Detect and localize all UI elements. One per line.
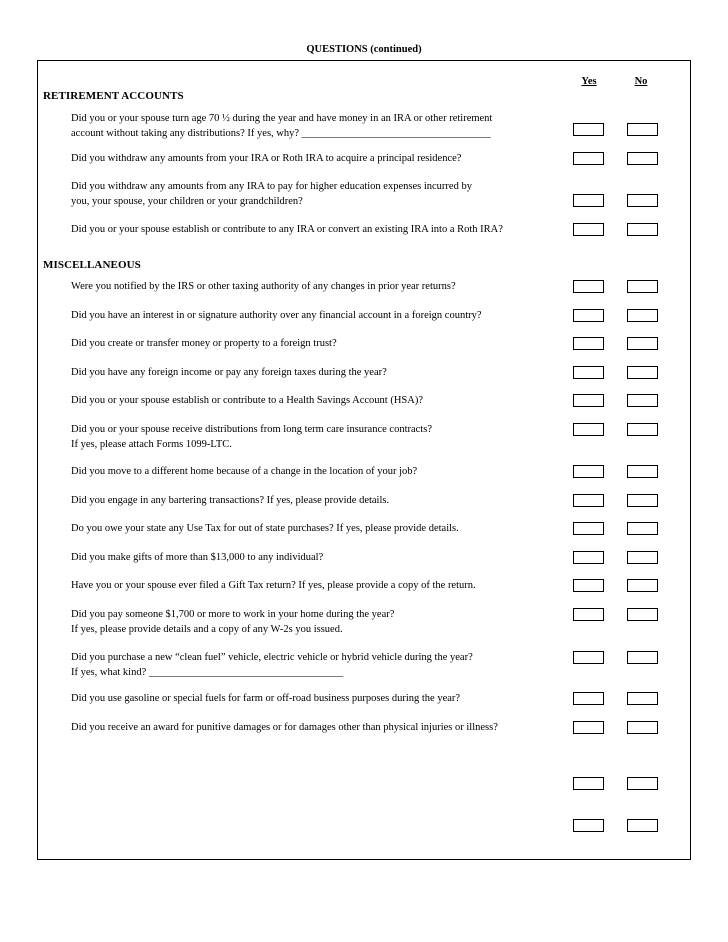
question-punitive-damages <box>71 720 571 735</box>
question-roth-conversion <box>71 222 571 237</box>
question-hsa <box>71 393 571 408</box>
question-line: Did you engage in any bartering transactions? If yes, please provide details. <box>71 495 390 506</box>
yes-checkbox-q6[interactable] <box>573 309 604 322</box>
question-bartering <box>71 493 571 508</box>
no-column-header: No <box>634 76 648 87</box>
yes-checkbox-q9[interactable] <box>573 394 604 407</box>
yes-checkbox-q14[interactable] <box>573 551 604 564</box>
question-line: Did you pay someone $1,700 or more to work in your home during the year? <box>71 609 395 620</box>
yes-checkbox-q15[interactable] <box>573 579 604 592</box>
question-line: Did you receive an award for punitive damages or for damages other than physical injuries or illness? <box>71 722 498 733</box>
section-miscellaneous: MISCELLANEOUS <box>43 259 141 271</box>
no-checkbox-q2[interactable] <box>627 152 658 165</box>
question-special-fuels <box>71 691 571 706</box>
page-title: QUESTIONS (continued) <box>306 44 422 55</box>
yes-column-header: Yes <box>581 76 597 87</box>
question-irs-notification <box>71 279 571 294</box>
no-checkbox-q10[interactable] <box>627 423 658 436</box>
question-line: If yes, please attach Forms 1099-LTC. <box>71 439 232 450</box>
no-checkbox-q3[interactable] <box>627 194 658 207</box>
question-line: Did you or your spouse turn age 70 ½ during the year and have money in an IRA or other retirement <box>71 113 493 124</box>
no-checkbox-q5[interactable] <box>627 280 658 293</box>
question-line: Did you withdraw any amounts from your IRA or Roth IRA to acquire a principal residence? <box>71 153 462 164</box>
question-use-tax <box>71 521 571 536</box>
no-checkbox-q15[interactable] <box>627 579 658 592</box>
no-checkbox-q9[interactable] <box>627 394 658 407</box>
question-line: Did you or your spouse receive distributions from long term care insurance contracts? <box>71 424 432 435</box>
yes-checkbox-q18[interactable] <box>573 692 604 705</box>
question-clean-fuel-vehicle <box>71 650 571 680</box>
yes-checkbox-q1[interactable] <box>573 123 604 136</box>
question-foreign-account <box>71 308 571 323</box>
question-gift-tax-return <box>71 578 571 593</box>
question-line: Did you make gifts of more than $13,000 to any individual? <box>71 552 324 563</box>
no-checkbox-q12[interactable] <box>627 494 658 507</box>
question-line: account without taking any distributions? If yes, why? ____________________________________ <box>71 128 491 139</box>
no-checkbox-q18[interactable] <box>627 692 658 705</box>
no-checkbox-q17[interactable] <box>627 651 658 664</box>
yes-checkbox-q8[interactable] <box>573 366 604 379</box>
yes-checkbox-q19[interactable] <box>573 721 604 734</box>
yes-checkbox-q2[interactable] <box>573 152 604 165</box>
question-line: Did you purchase a new “clean fuel” vehicle, electric vehicle or hybrid vehicle during the year? <box>71 652 473 663</box>
question-line: Did you withdraw any amounts from any IRA to pay for higher education expenses incurred by <box>71 181 472 192</box>
yes-checkbox-q11[interactable] <box>573 465 604 478</box>
no-checkbox-q14[interactable] <box>627 551 658 564</box>
no-checkbox-blank-1[interactable] <box>627 777 658 790</box>
yes-checkbox-blank-1[interactable] <box>573 777 604 790</box>
question-household-employee <box>71 607 571 637</box>
no-checkbox-q4[interactable] <box>627 223 658 236</box>
question-line: Did you have any foreign income or pay any foreign taxes during the year? <box>71 367 387 378</box>
question-line: you, your spouse, your children or your grandchildren? <box>71 196 303 207</box>
question-line: Did you create or transfer money or property to a foreign trust? <box>71 338 337 349</box>
question-gifts <box>71 550 571 565</box>
yes-checkbox-q7[interactable] <box>573 337 604 350</box>
yes-checkbox-blank-2[interactable] <box>573 819 604 832</box>
yes-checkbox-q13[interactable] <box>573 522 604 535</box>
question-line: Did you or your spouse establish or contribute to any IRA or convert an existing IRA into a Roth IRA? <box>71 224 503 235</box>
no-checkbox-q11[interactable] <box>627 465 658 478</box>
yes-checkbox-q4[interactable] <box>573 223 604 236</box>
yes-checkbox-q17[interactable] <box>573 651 604 664</box>
no-checkbox-q16[interactable] <box>627 608 658 621</box>
no-checkbox-q13[interactable] <box>627 522 658 535</box>
yes-checkbox-q12[interactable] <box>573 494 604 507</box>
question-line: If yes, what kind? _____________________________________ <box>71 667 344 678</box>
no-checkbox-q1[interactable] <box>627 123 658 136</box>
question-line: Did you use gasoline or special fuels for farm or off-road business purposes during the year? <box>71 693 461 704</box>
no-checkbox-q7[interactable] <box>627 337 658 350</box>
no-checkbox-q8[interactable] <box>627 366 658 379</box>
no-checkbox-q6[interactable] <box>627 309 658 322</box>
no-checkbox-q19[interactable] <box>627 721 658 734</box>
question-line: Do you owe your state any Use Tax for out of state purchases? If yes, please provide details. <box>71 523 459 534</box>
yes-checkbox-q5[interactable] <box>573 280 604 293</box>
question-line: Did you have an interest in or signature authority over any financial account in a foreign country? <box>71 310 482 321</box>
question-long-term-care <box>71 422 571 452</box>
question-ira-residence <box>71 151 571 166</box>
question-line: Were you notified by the IRS or other taxing authority of any changes in prior year returns? <box>71 281 456 292</box>
question-ira-age-70 <box>71 111 571 141</box>
question-job-move <box>71 464 571 479</box>
question-line: Did you or your spouse establish or contribute to a Health Savings Account (HSA)? <box>71 395 423 406</box>
question-ira-education <box>71 179 571 209</box>
question-line: Did you move to a different home because of a change in the location of your job? <box>71 466 418 477</box>
section-retirement-accounts: RETIREMENT ACCOUNTS <box>43 90 184 102</box>
question-line: If yes, please provide details and a copy of any W-2s you issued. <box>71 624 343 635</box>
yes-checkbox-q10[interactable] <box>573 423 604 436</box>
question-foreign-trust <box>71 336 571 351</box>
yes-checkbox-q16[interactable] <box>573 608 604 621</box>
yes-checkbox-q3[interactable] <box>573 194 604 207</box>
question-foreign-income <box>71 365 571 380</box>
no-checkbox-blank-2[interactable] <box>627 819 658 832</box>
question-line: Have you or your spouse ever filed a Gift Tax return? If yes, please provide a copy of the return. <box>71 580 476 591</box>
